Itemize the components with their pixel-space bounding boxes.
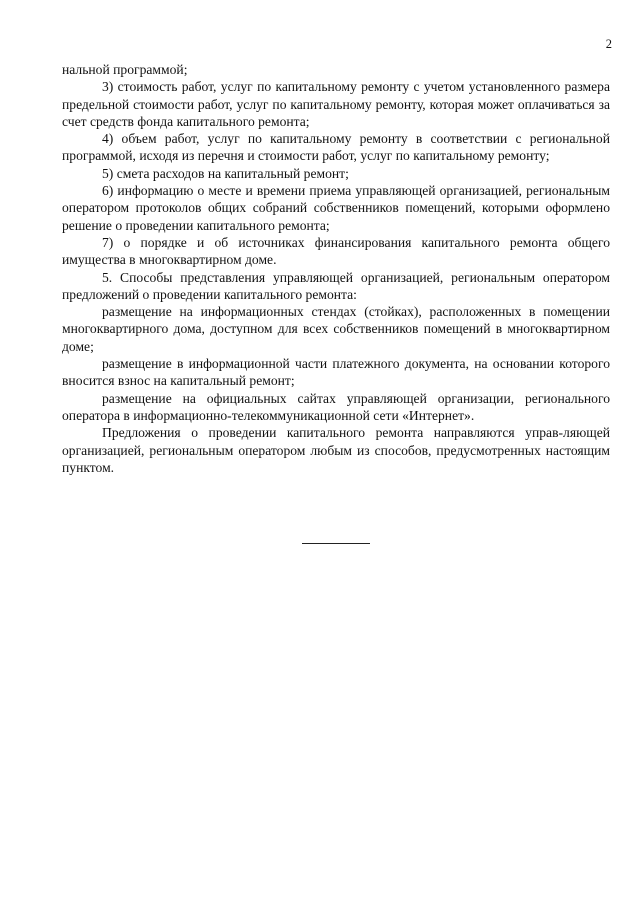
paragraph-continuation: нальной программой; <box>62 62 188 77</box>
list-item-6-protocols: 6) информацию о месте и времени приема управляющей организацией, региональным оператором протоколов общих собраний собственников помещений, которыми оформлено решение о проведении капитального ремонта; <box>62 183 610 233</box>
method-info-stands: размещение на информационных стендах (стойках), расположенных в помещении многоквартирного дома, доступном для всех собственников помещений в многоквартирном доме; <box>62 304 610 354</box>
method-payment-document: размещение в информационной части платежного документа, на основании которого вносится взнос на капитальный ремонт; <box>62 356 610 389</box>
method-official-websites: размещение на официальных сайтах управляющей организации, регионального оператора в информационно-телекоммуникационной сети «Интернет». <box>62 390 610 423</box>
end-of-document-rule <box>302 543 370 544</box>
list-item-3-cost: 3) стоимость работ, услуг по капитальному ремонту с учетом установленного размера предельной стоимости работ, услуг по капитальному ремонту, которая может оплачиваться за счет средств фонда капитального ремонта; <box>62 79 610 129</box>
list-item-7-financing: 7) о порядке и об источниках финансирования капитального ремонта общего имущества в многоквартирном доме. <box>62 234 610 268</box>
list-item-5-estimate: 5) смета расходов на капитальный ремонт; <box>102 165 349 181</box>
section-5-heading: 5. Способы представления управляющей организацией, региональным оператором предложений о проведении капитального ремонта: <box>62 269 610 302</box>
closing-paragraph: Предложения о проведении капитального ремонта направляются управ-ляющей организацией, региональным оператором любым из способов, предусмотренных настоящим пунктом. <box>62 425 610 475</box>
list-item-4-volume: 4) объем работ, услуг по капитальному ремонту в соответствии с региональной программой, исходя из перечня и стоимости работ, услуг по капитальному ремонту; <box>62 131 610 164</box>
document-body <box>62 61 610 476</box>
page-number: 2 <box>605 37 612 51</box>
